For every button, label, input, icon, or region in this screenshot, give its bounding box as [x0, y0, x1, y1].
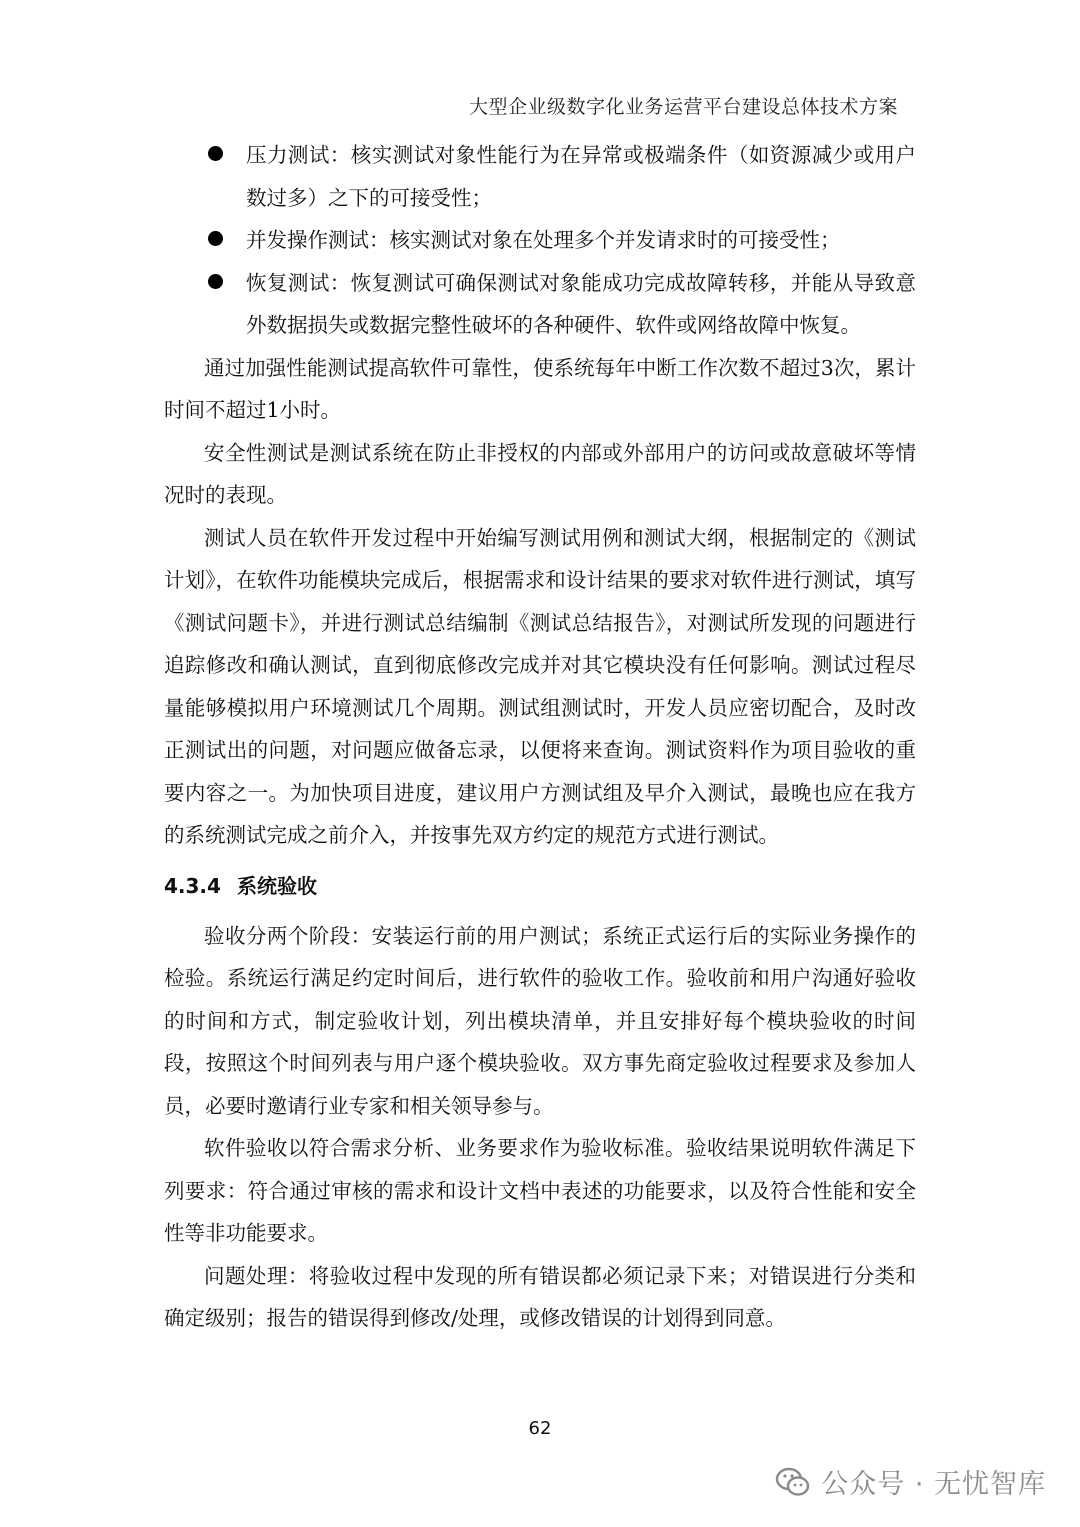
bullet-text: 压力测试：核实测试对象性能行为在异常或极端条件（如资源减少或用户数过多）之下的可接受性；: [246, 143, 916, 210]
watermark: [775, 1462, 1046, 1501]
paragraph: 软件验收以符合需求分析、业务要求作为验收标准。验收结果说明软件满足下列要求：符合通过审核的需求和设计文档中表述的功能要求，以及符合性能和安全性等非功能要求。: [164, 1136, 916, 1245]
bullet-dot-icon: [208, 274, 223, 289]
wechat-icon: [775, 1467, 811, 1497]
bullet-text: 并发操作测试：核实测试对象在处理多个并发请求时的可接受性；: [246, 228, 841, 252]
bullet-item: [164, 262, 916, 347]
bullet-dot-icon: [208, 146, 223, 161]
paragraph: 问题处理：将验收过程中发现的所有错误都必须记录下来；对错误进行分类和确定级别；报告的错误得到修改/处理，或修改错误的计划得到同意。: [164, 1263, 916, 1330]
page-content: [164, 134, 916, 1340]
bullet-item: [164, 219, 916, 262]
watermark-text: 公众号 · 无忧智库: [821, 1469, 1046, 1500]
bullet-dot-icon: [208, 231, 223, 246]
section-heading: [164, 865, 916, 907]
section-number: 4.3.4: [164, 873, 221, 898]
page-header-title: 大型企业级数字化业务运营平台建设总体技术方案: [468, 96, 898, 118]
paragraph: 安全性测试是测试系统在防止非授权的内部或外部用户的访问或故意破坏等情况时的表现。: [164, 440, 916, 507]
paragraph: 验收分两个阶段：安装运行前的用户测试；系统正式运行后的实际业务操作的检验。系统运行满足约定时间后，进行软件的验收工作。验收前和用户沟通好验收的时间和方式，制定验收计划，列出模块清单，并且安排好每个模块验收的时间段，按照这个时间列表与用户逐个模块验收。双方事先商定验收过程要求及参加人员，必要时邀请行业专家和相关领导参与。: [164, 923, 916, 1118]
paragraph: 测试人员在软件开发过程中开始编写测试用例和测试大纲，根据制定的《测试计划》，在软件功能模块完成后，根据需求和设计结果的要求对软件进行测试，填写《测试问题卡》，并进行测试总结编制《测试总结报告》，对测试所发现的问题进行追踪修改和确认测试，直到彻底修改完成并对其它模块没有任何影响。测试过程尽量能够模拟用户环境测试几个周期。测试组测试时，开发人员应密切配合，及时改正测试出的问题，对问题应做备忘录，以便将来查询。测试资料作为项目验收的重要内容之一。为加快项目进度，建议用户方测试组及早介入测试，最晚也应在我方的系统测试完成之前介入，并按事先双方约定的规范方式进行测试。: [164, 525, 916, 847]
bullet-text: 恢复测试：恢复测试可确保测试对象能成功完成故障转移，并能从导致意外数据损失或数据完整性破坏的各种硬件、软件或网络故障中恢复。: [246, 270, 916, 337]
paragraph: 通过加强性能测试提高软件可靠性，使系统每年中断工作次数不超过3次，累计时间不超过1小时。: [164, 355, 916, 422]
section-title: 系统验收: [236, 873, 317, 898]
page-number: 62: [528, 1418, 552, 1439]
bullet-item: [164, 134, 916, 219]
